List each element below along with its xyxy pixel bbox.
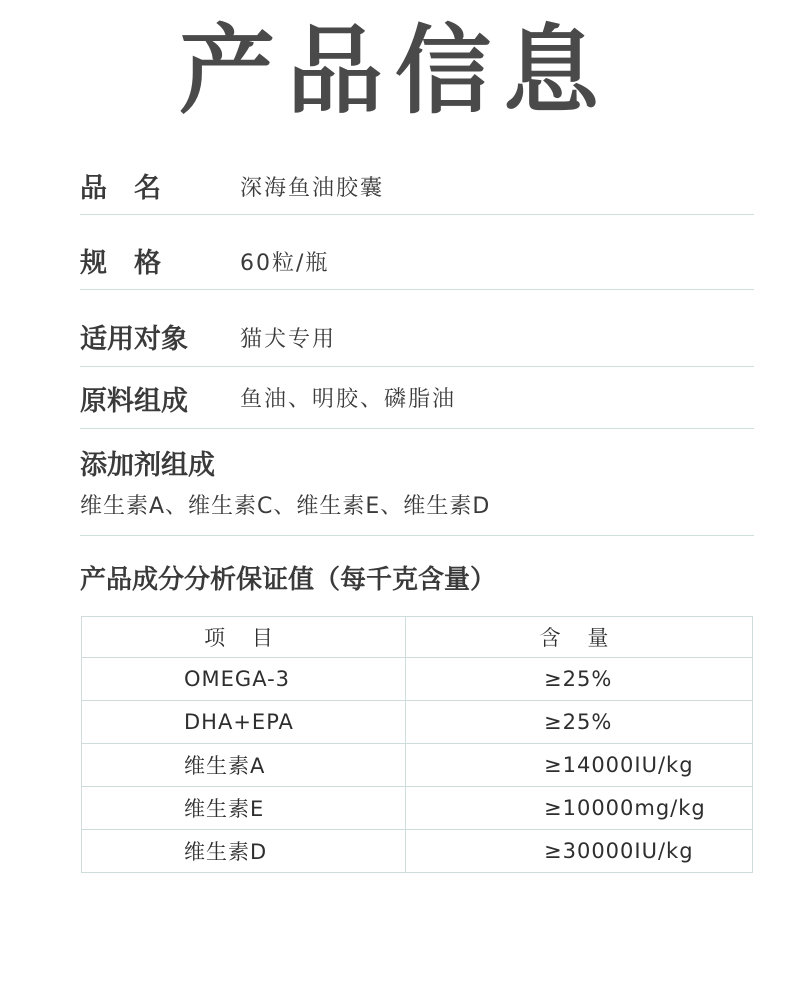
info-value-spec: 60粒/瓶 [240, 251, 330, 276]
table-cell-amount: ≥10000mg/kg [406, 787, 753, 830]
info-value-target: 猫犬专用 [240, 327, 337, 352]
analysis-title: 产品成分分析保证值（每千克含量） [80, 565, 497, 595]
info-label-ingredients: 原料组成 [80, 386, 188, 417]
info-label-name: 品 名 [80, 173, 161, 204]
table-cell-amount: ≥30000IU/kg [406, 830, 753, 873]
additives-label: 添加剂组成 [80, 450, 215, 481]
table-row [82, 658, 753, 701]
divider [80, 214, 754, 215]
info-row-target [80, 317, 754, 353]
table-cell-amount: ≥14000IU/kg [406, 744, 753, 787]
table-row [82, 830, 753, 873]
table-cell-item: 维生素E [82, 787, 406, 830]
divider [80, 535, 754, 536]
divider [80, 366, 754, 367]
table-row [82, 787, 753, 830]
additives-value: 维生素A、维生素C、维生素E、维生素D [80, 494, 491, 519]
info-row-ingredients [80, 379, 754, 415]
info-label-spec: 规 格 [80, 248, 161, 279]
table-cell-amount: ≥25% [406, 658, 753, 701]
table-row [82, 744, 753, 787]
table-row [82, 701, 753, 744]
table-cell-item: OMEGA-3 [82, 658, 406, 701]
info-value-name: 深海鱼油胶囊 [240, 176, 385, 201]
table-header-item: 项 目 [82, 617, 406, 658]
info-row-name [80, 166, 754, 202]
table-cell-amount: ≥25% [406, 701, 753, 744]
info-label-target: 适用对象 [80, 324, 188, 355]
table-cell-item: 维生素D [82, 830, 406, 873]
divider [80, 428, 754, 429]
info-row-spec [80, 241, 754, 277]
table-header-amount: 含 量 [406, 617, 753, 658]
table-cell-item: 维生素A [82, 744, 406, 787]
table-header-row [82, 617, 753, 658]
analysis-table [81, 616, 753, 873]
info-value-ingredients: 鱼油、明胶、磷脂油 [240, 387, 457, 412]
page-title: 产品信息 [179, 15, 611, 127]
divider [80, 289, 754, 290]
table-cell-item: DHA+EPA [82, 701, 406, 744]
